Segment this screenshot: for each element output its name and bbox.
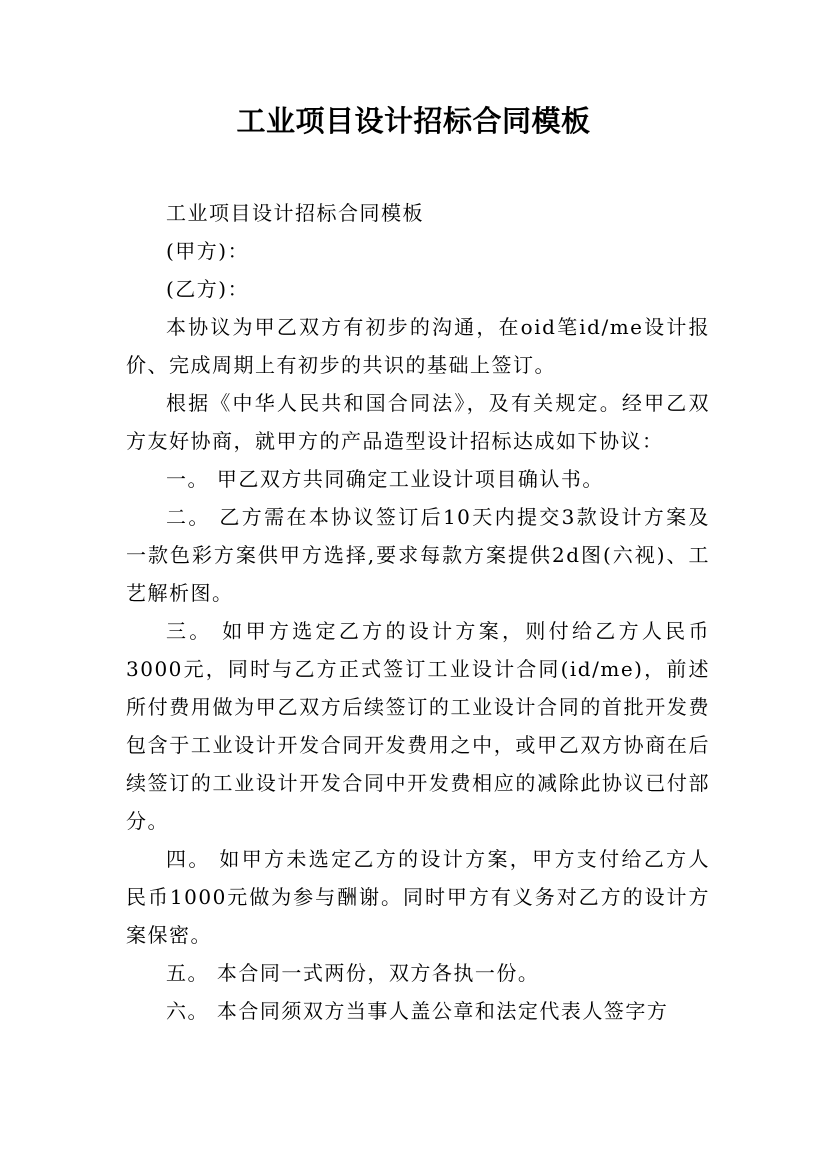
clause-2: 二。 乙方需在本协议签订后10天内提交3款设计方案及一款色彩方案供甲方选择,要求每款方案提供2d图(六视)、工艺解析图。 [126,505,710,605]
paragraph-heading-repeat: 工业项目设计招标合同模板 [166,201,424,225]
paragraph-legal-basis: 根据《中华人民共和国合同法》，及有关规定。经甲乙双方友好协商，就甲方的产品造型设计招标达成如下协议： [126,391,710,453]
clause-1: 一。 甲乙双方共同确定工业设计项目确认书。 [166,467,604,491]
paragraph-intro: 本协议为甲乙双方有初步的沟通，在oid笔id/me设计报价、完成周期上有初步的共识的基础上签订。 [126,315,710,377]
clause-5: 五。 本合同一式两份，双方各执一份。 [166,961,540,985]
clause-6: 六。 本合同须双方当事人盖公章和法定代表人签字方 [166,999,669,1023]
document-title: 工业项目设计招标合同模板 [236,104,591,138]
clause-3: 三。 如甲方选定乙方的设计方案，则付给乙方人民币3000元，同时与乙方正式签订工业设计合同(id/me)，前述所付费用做为甲乙双方后续签订的工业设计合同的首批开发费包含于工业设计开发合同开发费用之中，或甲乙双方协商在后续签订的工业设计开发合同中开发费相应的减除此协议已付部分。 [126,619,710,833]
paragraph-party-a: (甲方)： [166,239,250,263]
clause-4: 四。 如甲方未选定乙方的设计方案，甲方支付给乙方人民币1000元做为参与酬谢。同时甲方有义务对乙方的设计方案保密。 [126,847,710,947]
document-body [126,194,710,1030]
paragraph-party-b: (乙方)： [166,277,250,301]
